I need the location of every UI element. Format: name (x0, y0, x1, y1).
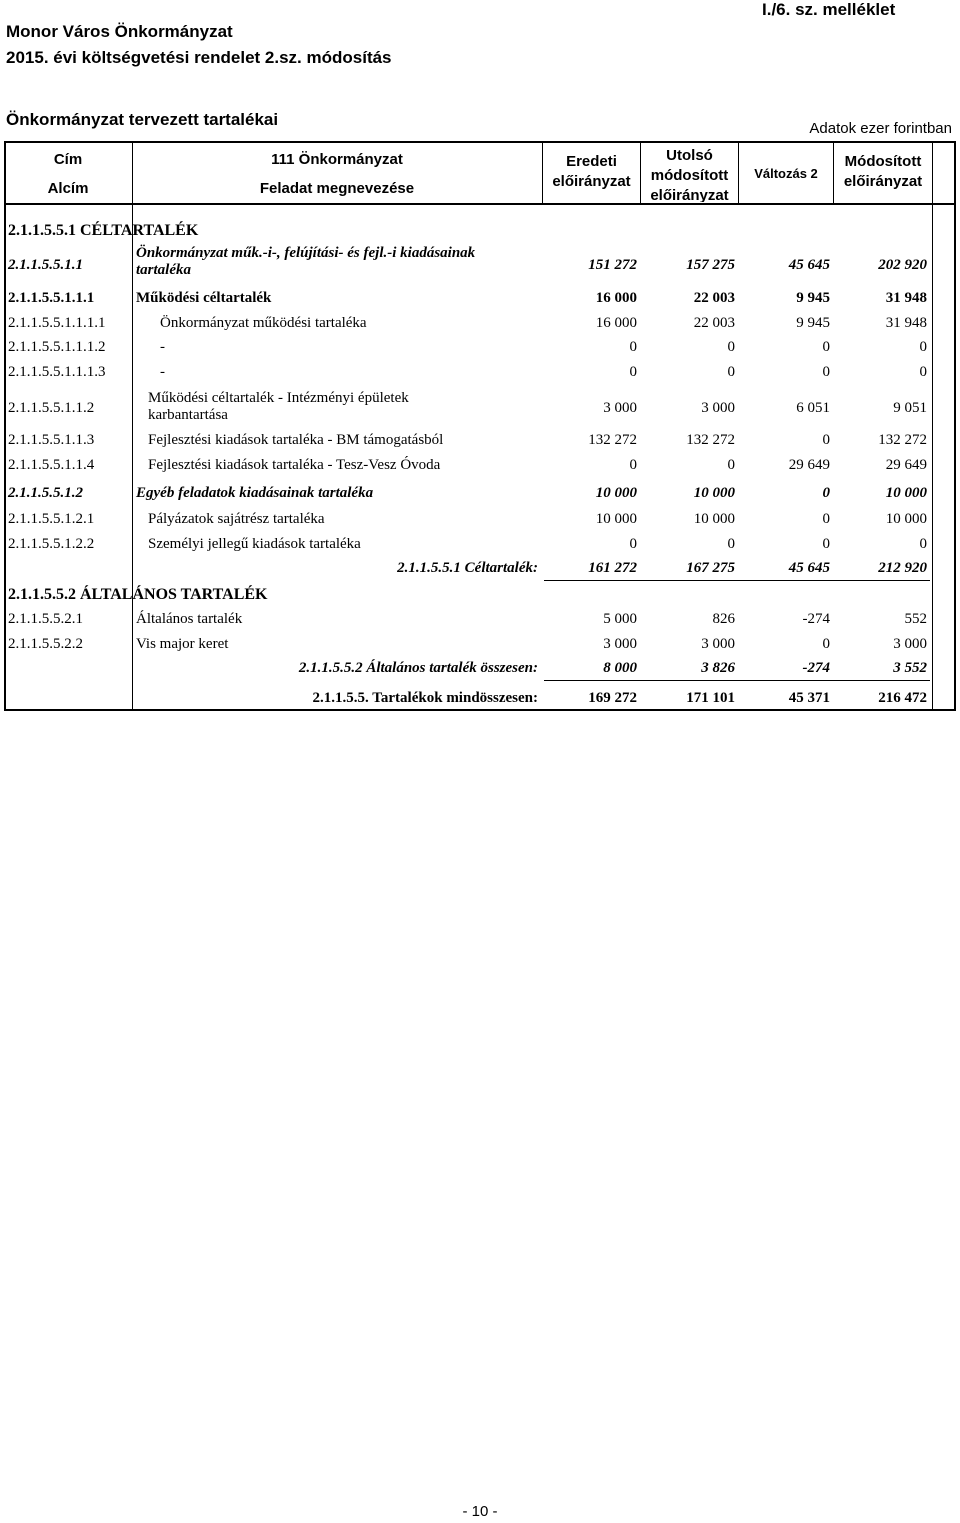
row-code: 2.1.1.5.5.1.1.2 (8, 400, 95, 416)
row-description (136, 290, 271, 307)
row-description-line1: 2.1.1.5.5.1 Céltartalék: (397, 560, 538, 576)
row-description (299, 660, 538, 677)
value-eredeti: 169 272 (588, 690, 637, 706)
row-description-line1: - (160, 364, 165, 380)
value-eredeti: 132 272 (588, 432, 637, 448)
value-modositott: 10 000 (885, 485, 927, 501)
annex-label: I./6. sz. melléklet (762, 0, 896, 19)
value-utolso: 0 (727, 536, 735, 552)
row-code: 2.1.1.5.5.1.2.2 (8, 536, 95, 552)
row-description (160, 364, 165, 381)
col-header-eredeti-line2: előirányzat (552, 173, 631, 190)
value-utolso: 3 826 (701, 660, 735, 676)
value-utolso: 3 000 (701, 636, 735, 652)
row-description-line1: 2.1.1.5.5. Tartalékok mindösszesen: (312, 690, 538, 706)
value-eredeti: 10 000 (595, 511, 637, 527)
value-valtozas: 0 (822, 536, 830, 552)
value-eredeti: 161 272 (588, 560, 637, 576)
value-eredeti: 0 (629, 457, 637, 473)
value-eredeti: 0 (629, 364, 637, 380)
value-valtozas: 45 645 (788, 257, 830, 273)
col-header-modositott (835, 152, 931, 192)
value-utolso: 0 (727, 364, 735, 380)
col-header-valtozas: Változás 2 (754, 166, 818, 181)
subtotal-rule (544, 680, 930, 681)
col-header-cim: Cím (53, 151, 83, 168)
value-modositott: 10 000 (885, 511, 927, 527)
col-divider-right (932, 141, 933, 711)
value-modositott: 0 (919, 536, 927, 552)
value-eredeti: 16 000 (595, 315, 637, 331)
value-valtozas: 45 645 (788, 560, 830, 576)
col-header-eredeti (544, 152, 639, 192)
value-valtozas: 9 945 (796, 315, 830, 331)
row-description (160, 339, 165, 356)
row-code: 2.1.1.5.5.1.1.1 (8, 290, 95, 306)
value-valtozas: 0 (822, 432, 830, 448)
row-description (313, 690, 538, 707)
row-description-line1: Önkormányzat műk.-i-, felújítási- és fejl.-i kiadásainak (136, 245, 476, 261)
value-utolso: 22 003 (693, 315, 735, 331)
value-utolso: 0 (727, 339, 735, 355)
value-utolso: 3 000 (701, 400, 735, 416)
row-description-line1: 2.1.1.5.5.2 Általános tartalék összesen: (298, 660, 538, 676)
row-description (148, 457, 440, 474)
row-description-line1: Egyéb feladatok kiadásainak tartaléka (136, 485, 374, 501)
row-description (136, 245, 475, 279)
value-modositott: 0 (919, 364, 927, 380)
value-eredeti: 3 000 (603, 400, 637, 416)
row-description (148, 511, 325, 528)
section-heading: 2.1.1.5.5.1 CÉLTARTALÉK (8, 222, 199, 239)
col-header-utolso-line3: előirányzat (650, 187, 729, 202)
value-eredeti: 0 (629, 536, 637, 552)
row-code: 2.1.1.5.5.1.1 (8, 257, 83, 273)
value-modositott: 202 920 (878, 257, 927, 273)
col-header-utolso-line2: módosított (650, 167, 729, 184)
value-utolso: 22 003 (693, 290, 735, 306)
col-header-desc: Feladat megnevezése (259, 180, 415, 197)
value-utolso: 157 275 (686, 257, 735, 273)
value-utolso: 132 272 (686, 432, 735, 448)
row-description-line2: karbantartása (148, 407, 228, 423)
row-code: 2.1.1.5.5.2.1 (8, 611, 83, 627)
row-description-line1: Működési céltartalék (136, 290, 272, 306)
row-description-line1: Személyi jellegű kiadások tartaléka (148, 536, 361, 552)
value-eredeti: 8 000 (603, 660, 637, 676)
value-modositott: 212 920 (878, 560, 927, 576)
subtotal-rule (544, 710, 930, 711)
row-code: 2.1.1.5.5.1.1.4 (8, 457, 95, 473)
row-description (136, 636, 228, 653)
value-modositott: 552 (904, 611, 927, 627)
row-code: 2.1.1.5.5.2.2 (8, 636, 83, 652)
col-header-eredeti-line1: Eredeti (566, 153, 617, 170)
value-valtozas: 0 (822, 485, 830, 501)
value-modositott: 9 051 (893, 400, 927, 416)
row-description (148, 390, 409, 424)
row-description-line1: - (160, 339, 165, 355)
value-utolso: 10 000 (693, 485, 735, 501)
col-header-utolso (642, 146, 737, 202)
row-code: 2.1.1.5.5.1.1.3 (8, 432, 95, 448)
value-valtozas: 0 (822, 636, 830, 652)
row-description-line1: Önkormányzat működési tartaléka (160, 315, 367, 331)
col-header-utolso-line1: Utolsó (666, 147, 713, 164)
value-eredeti: 16 000 (595, 290, 637, 306)
section-title: Önkormányzat tervezett tartalékai (6, 110, 279, 129)
value-utolso: 171 101 (686, 690, 735, 706)
row-description (148, 432, 443, 449)
col-divider-eredeti (542, 141, 543, 203)
row-description-line1: Fejlesztési kiadások tartaléka - Tesz-Vesz Óvoda (148, 457, 441, 473)
value-eredeti: 0 (629, 339, 637, 355)
row-description-line1: Pályázatok sajátrész tartaléka (148, 511, 325, 527)
row-description-line1: Fejlesztési kiadások tartaléka - BM támogatásból (148, 432, 444, 448)
row-description-line1: Vis major keret (136, 636, 229, 652)
value-modositott: 3 552 (893, 660, 927, 676)
value-eredeti: 10 000 (595, 485, 637, 501)
value-eredeti: 3 000 (603, 636, 637, 652)
value-modositott: 3 000 (893, 636, 927, 652)
value-valtozas: 0 (822, 339, 830, 355)
row-code: 2.1.1.5.5.1.1.1.2 (8, 339, 106, 355)
row-description (148, 536, 361, 553)
value-utolso: 826 (712, 611, 735, 627)
subtotal-rule (544, 580, 930, 581)
value-utolso: 0 (727, 457, 735, 473)
row-code: 2.1.1.5.5.1.1.1.1 (8, 315, 106, 331)
row-code: 2.1.1.5.5.1.2 (8, 485, 83, 501)
value-valtozas: 0 (822, 364, 830, 380)
section-heading: 2.1.1.5.5.2 ÁLTALÁNOS TARTALÉK (8, 586, 268, 603)
unit-note: Adatok ezer forintban (809, 120, 952, 137)
value-valtozas: 29 649 (788, 457, 830, 473)
value-modositott: 132 272 (878, 432, 927, 448)
document-title: 2015. évi költségvetési rendelet 2.sz. módosítás (6, 48, 392, 67)
value-modositott: 31 948 (885, 290, 927, 306)
value-eredeti: 151 272 (588, 257, 637, 273)
value-valtozas: 0 (822, 511, 830, 527)
value-valtozas: -274 (802, 611, 830, 627)
municipality-name: Monor Város Önkormányzat (6, 22, 233, 41)
row-description-line1: Általános tartalék (136, 611, 243, 627)
value-valtozas: 45 371 (788, 690, 830, 706)
value-modositott: 31 948 (885, 315, 927, 331)
value-eredeti: 5 000 (603, 611, 637, 627)
header-divider (4, 203, 956, 205)
col-divider-valtozas (738, 141, 739, 203)
value-utolso: 167 275 (686, 560, 735, 576)
col-divider-utolso (640, 141, 641, 203)
col-header-modositott-line2: előirányzat (843, 173, 923, 190)
row-description (136, 485, 373, 502)
value-modositott: 29 649 (885, 457, 927, 473)
value-valtozas: -274 (802, 660, 830, 676)
row-code: 2.1.1.5.5.1.1.1.3 (8, 364, 106, 380)
row-description (397, 560, 538, 577)
row-description (136, 611, 242, 628)
row-description-line1: Működési céltartalék - Intézményi épületek (148, 390, 409, 406)
col-divider-modositott (833, 141, 834, 203)
row-description-line2: tartaléka (136, 262, 191, 278)
page-number: - 10 - (462, 1503, 498, 1520)
value-modositott: 216 472 (878, 690, 927, 706)
value-modositott: 0 (919, 339, 927, 355)
col-header-modositott-line1: Módosított (844, 153, 922, 170)
row-description (160, 315, 367, 332)
value-valtozas: 9 945 (796, 290, 830, 306)
col-header-desc-top: 111 Önkormányzat (271, 151, 403, 168)
value-utolso: 10 000 (693, 511, 735, 527)
col-header-alcim: Alcím (47, 180, 89, 197)
value-valtozas: 6 051 (796, 400, 830, 416)
row-code: 2.1.1.5.5.1.2.1 (8, 511, 95, 527)
